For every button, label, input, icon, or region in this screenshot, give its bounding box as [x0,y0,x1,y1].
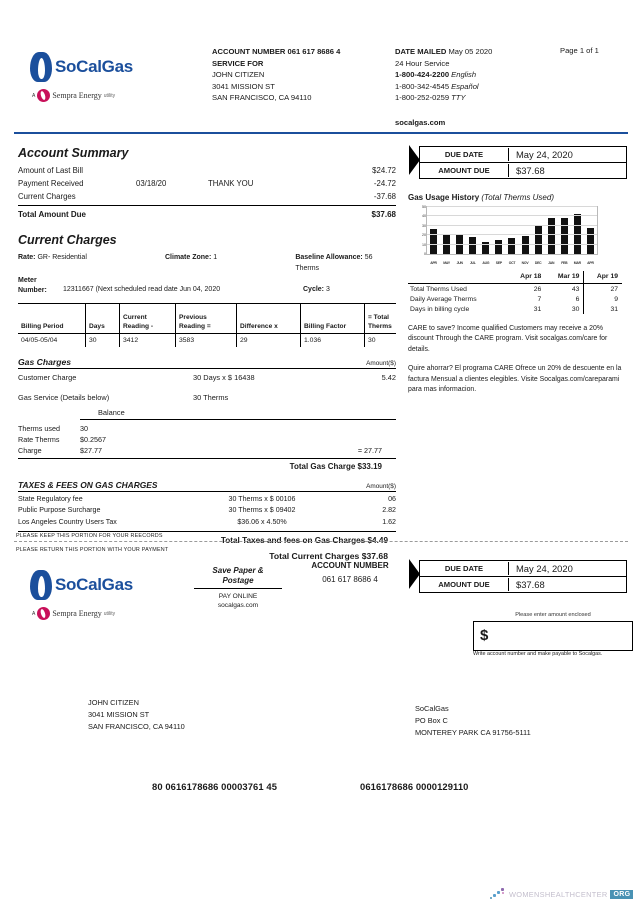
cycle-label: Cycle: [303,286,325,293]
gas-charges-section [18,357,396,471]
sempra-mark-icon [37,89,50,102]
tear-line [14,541,628,542]
summary-label: Payment Received [18,179,84,188]
climate-zone-value: 1 [213,254,218,261]
usage-history-table [408,271,622,314]
col-billing-factor: Billing Factor [301,304,365,334]
chart-bar [561,218,568,254]
right-column [408,146,628,404]
stub-amount-due-row [420,577,626,592]
cell-difference: 29 [237,334,301,348]
chart-gridline [427,206,597,207]
sempra-utility-label: utility [103,92,116,99]
stub-due-date-row [420,561,626,577]
rate-value: GR- Residential [37,254,87,261]
website-link[interactable]: socalgas.com [395,118,446,127]
tax-amount: 2.82 [382,506,396,515]
chart-bars [430,207,594,254]
chart-bar [548,218,555,254]
taxes-title: TAXES & FEES ON GAS CHARGES [18,480,158,490]
summary-label: Current Charges [18,192,76,201]
usage-cell: 31 [533,305,542,313]
chart-x-label: APR [587,261,594,265]
taxes-amount-header: Amount($) [366,483,396,490]
usage-row-daily-average [408,294,622,304]
tax-calc: 30 Therms x $ 00106 [228,495,296,503]
phone-english[interactable]: 1-800-424-2200 [395,70,450,80]
account-service-block [212,46,372,104]
stub-account-block [298,561,402,584]
cell-previous-reading: 3583 [176,334,237,348]
detail-row-therms-used [18,423,396,434]
sempra-prefix: A [32,610,36,617]
tax-desc: Los Angeles Country Users Tax [18,517,117,526]
cycle-value: 3 [325,286,330,293]
detail-row-charge [18,445,396,456]
summary-row-current [18,190,396,203]
summary-divider [18,205,396,206]
cell-billing-factor: 1.036 [301,334,365,348]
chart-y-tick: 10 [422,242,426,247]
summary-date [136,164,208,177]
gas-total-divider [18,458,396,459]
col-billing-period: Billing Period [18,304,86,334]
due-date-row [420,147,626,163]
baseline-allowance-value: 56 Therms [295,254,373,272]
detail-value: $27.77 [80,446,102,455]
meter-label-line2: Number: [18,287,47,294]
meter-label-line1: Meter [18,277,37,284]
summary-date: 03/18/20 [136,179,167,188]
payable-note: Write account number and make payable to Socalgas. [473,651,603,657]
usage-row-label: Days in billing cycle [410,305,470,313]
usage-cell: 30 [571,305,580,313]
summary-date [136,190,208,203]
chart-x-label: JUN [456,261,463,265]
keep-portion-note: PLEASE KEEP THIS PORTION FOR YOUR REECORDS [16,533,163,539]
tax-calc: 30 Therms x $ 09402 [228,506,296,515]
cell-billing-period: 04/05-05/04 [21,337,58,344]
flame-icon [30,570,52,600]
total-current-charges: Total Current Charges $37.68 [269,551,388,562]
watermark [490,888,633,900]
payto-box: PO Box C [415,716,448,725]
summary-amount: $24.72 [372,166,396,175]
customer-charge-calc: 30 Days x $ 16438 [193,373,255,382]
save-paper-line2: Postage [222,576,254,585]
left-column [18,146,396,561]
chart-x-label: OCT [508,261,516,265]
enter-amount-note: Please enter amount enclosed [515,612,591,618]
table-header-row [18,304,396,334]
chart-x-label: JUL [469,261,476,265]
chart-x-label: MAY [443,261,450,265]
usage-cell: 27 [584,284,622,295]
detail-extra: = 27.77 [357,446,382,455]
tax-desc: Public Purpose Surcharge [18,506,101,515]
save-paper-divider [194,588,282,589]
socalgas-logo [30,52,180,102]
chart-gridline [427,234,597,235]
chart-y-tick: 40 [422,214,426,219]
usage-row-label: Total Therms Used [410,285,467,293]
payto-name: SoCalGas [415,704,449,713]
chart-gridline [427,215,597,216]
usage-cell: 31 [584,304,622,314]
tax-row-state-regulatory [18,492,396,505]
chart-x-label: MAR [573,261,581,265]
summary-note [208,164,336,177]
summary-note: THANK YOU [208,179,254,188]
stub-due-date-label: DUE DATE [420,562,509,575]
due-date-value: May 24, 2020 [516,149,573,160]
chart-gridline [427,244,597,245]
taxes-header [18,480,396,492]
usage-cell: 9 [584,294,622,304]
usage-cell: 43 [571,285,580,293]
current-charges-title: Current Charges [18,233,117,247]
tax-amount: 1.62 [382,517,396,526]
save-paper-block [190,566,286,610]
dollar-sign-icon: $ [480,627,489,644]
gas-service-calc: 30 Therms [193,393,229,402]
customer-street: 3041 MISSION ST [212,81,275,91]
detail-row-rate-therms [18,434,396,445]
phone-english-lang: English [451,70,477,80]
climate-zone-label: Climate Zone: [165,254,212,261]
amount-due-row [420,163,626,178]
phone-spanish[interactable]: 1-800-342-4545 [395,81,450,91]
stub-amount-due-value: $37.68 [516,579,545,590]
chart-title-main: Gas Usage History [408,193,480,202]
barcode-number-right: 0616178686 0000129110 [360,781,469,792]
service-for-label: SERVICE FOR [212,58,264,68]
phone-tty-lang: TTY [451,93,466,103]
rate-label: Rate: [18,254,36,261]
care-program-block [408,324,628,395]
chart-x-label: FEB [561,261,568,265]
total-taxes-fees: Total Taxes and fees on Gas Charges $4.49 [220,536,388,546]
detail-key: Charge [18,446,42,455]
col-difference: Difference x [237,304,301,334]
due-date-label: DUE DATE [420,148,509,161]
summary-label: Amount of Last Bill [18,166,84,175]
customer-charge-label: Customer Charge [18,373,77,382]
usage-col-blank [408,271,508,284]
contact-block [395,46,575,104]
save-paper-line1: Save Paper & [212,566,264,575]
col-current-reading: Current Reading - [120,304,176,334]
gas-service-label: Gas Service (Details below) [18,393,110,402]
usage-cell: 6 [575,295,580,303]
remit-customer-address [88,697,185,733]
amount-due-value: $37.68 [516,165,545,176]
flame-icon [30,52,52,82]
detail-key: Therms used [18,424,60,433]
total-gas-charge: Total Gas Charge $33.19 [289,462,382,471]
total-amount-due-label: Total Amount Due [18,210,86,219]
sempra-prefix: A [32,92,36,99]
customer-charge-row [18,369,396,384]
usage-col-apr19: Apr 19 [584,271,622,284]
summary-row-last-bill [18,164,396,177]
sempra-energy-logo [32,607,133,620]
sempra-label: Sempra Energy [52,609,102,618]
care-text-english: CARE to save? Income qualified Customers may receive a 20% discount Through the CARE program. Visit socalgas.com/care for details. [408,325,608,353]
usage-table-header-row [408,271,622,284]
stub-due-date-box [419,560,627,593]
detail-extra [200,423,396,434]
chart-x-label: JAN [548,261,555,265]
chart-bar [469,237,476,254]
billing-period-table [18,303,396,347]
summary-total-row [18,208,396,221]
chart-x-label: APR [430,261,437,265]
service-hours: 24 Hour Service [395,58,450,68]
cell-total-therms: 30 [365,334,397,348]
table-row [18,334,396,348]
gas-charges-title: Gas Charges [18,357,72,367]
usage-row-days-cycle [408,304,622,314]
sempra-energy-logo [32,89,180,102]
chart-bar [430,229,437,254]
chart-title [408,193,628,202]
stub-due-date-value: May 24, 2020 [516,563,573,574]
summary-amount: -37.68 [373,192,396,201]
page-indicator: Page 1 of 1 [560,46,599,55]
due-date-box [419,146,627,179]
summary-note [208,190,336,203]
chart-x-labels [429,261,595,265]
usage-cell: 26 [533,285,542,293]
stub-socalgas-logo [30,570,133,620]
barcode-number-left: 80 0616178686 00003761 45 [152,781,278,792]
customer-charge-amount: 5.42 [381,373,396,382]
tax-row-public-purpose [18,505,396,516]
tax-row-la-users-tax [18,517,396,528]
chart-gridline [427,225,597,226]
payto-city: MONTEREY PARK CA 91756-5111 [415,728,531,737]
watermark-dots-icon [490,888,506,900]
tax-calc: $36.06 x 4.50% [237,517,287,526]
col-total-therms: = Total Therms [365,304,397,334]
detail-value: 30 [80,424,88,433]
chart-x-label: DEC [534,261,542,265]
chart-bar [508,238,515,254]
chart-bar [535,225,542,254]
chart-bar [495,240,502,254]
meter-number-value: 12311667 (Next scheduled read date Jun 04, 2020 [63,286,221,293]
customer-name: JOHN CITIZEN [212,70,265,80]
chart-x-label: SEP [495,261,502,265]
payto-address [415,703,531,739]
summary-amount: -24.72 [373,179,396,188]
cell-current-reading: 3412 [120,334,176,348]
remit-name: JOHN CITIZEN [88,698,139,707]
gas-service-row [18,384,396,404]
gas-charges-amount-header: Amount($) [366,360,396,367]
chart-y-axis [414,205,426,257]
stub-account-label: ACCOUNT NUMBER [311,561,389,570]
meter-meta-row [18,276,396,296]
account-summary-title: Account Summary [18,146,129,160]
baseline-allowance-label: Baseline Allowance: [295,254,363,261]
chart-x-label: AUG [482,261,490,265]
chart-x-label: NOV [521,261,529,265]
col-days: Days [86,304,120,334]
chart-bar [587,228,594,254]
chart-y-tick: 20 [422,233,426,238]
watermark-text: WOMENSHEALTHCENTER [509,889,608,899]
chart-y-tick: 50 [422,205,426,209]
balance-label: Balance [98,408,125,417]
phone-spanish-lang: Español [451,81,479,91]
date-mailed-value: May 05 2020 [448,47,493,56]
logo-wordmark: SoCalGas [55,575,133,594]
detail-value: $0.2567 [80,435,106,444]
stub-amount-due-label: AMOUNT DUE [420,578,509,591]
pay-online-site[interactable]: socalgas.com [217,602,259,609]
arrow-marker-icon [409,145,420,175]
amount-enclosed-input[interactable] [473,621,633,651]
arrow-marker-icon [409,559,420,589]
return-portion-note: PLEASE RETURN THIS PORTION WITH YOUR PAYMENT [16,547,169,553]
logo-wordmark: SoCalGas [55,57,133,76]
sempra-label: Sempra Energy [52,91,102,100]
tax-amount: 06 [388,495,396,503]
watermark-badge: ORG [610,890,633,899]
chart-y-tick: 0 [424,252,426,256]
detail-extra [200,434,396,445]
usage-row-label: Daily Average Therms [410,295,477,303]
remit-city: SAN FRANCISCO, CA 94110 [88,722,185,731]
usage-col-mar19: Mar 19 [545,271,584,284]
chart-title-sub: (Total Therms Used) [481,193,554,202]
chart-bar [522,236,529,254]
usage-row-total-therms [408,284,622,295]
customer-city: SAN FRANCISCO, CA 94110 [212,93,312,103]
summary-row-payment [18,177,396,190]
col-previous-reading: Previous Reading = [176,304,237,334]
sempra-mark-icon [37,607,50,620]
tax-desc: State Regulatory fee [18,495,83,503]
account-number-line: ACCOUNT NUMBER 061 617 8686 4 [212,47,341,56]
bill-header [0,38,642,130]
header-divider [14,132,628,134]
usage-cell: 7 [537,295,542,303]
total-amount-due-value: $37.68 [371,210,396,219]
stub-account-value: 061 617 8686 4 [322,575,378,584]
rate-meta-row [18,252,396,274]
balance-divider [80,419,396,420]
remit-street: 3041 MISSION ST [88,710,150,719]
cell-days: 30 [86,334,120,348]
gas-detail-table [18,423,396,456]
phone-tty[interactable]: 1-800-252-0259 [395,93,450,103]
amount-due-label: AMOUNT DUE [420,164,509,177]
care-text-spanish: Quire ahorrar? El programa CARE Ofrece un 20% de descuente en la factura Mensual a clientes elegibles. Visite Socalgas.com/careparami para mas informacion. [408,365,622,394]
sempra-utility-label: utility [103,610,116,617]
pay-online-label: PAY ONLINE [218,593,258,600]
detail-key: Rate Therms [18,435,60,444]
gas-usage-chart [422,205,598,256]
date-mailed-label: DATE MAILED [395,47,447,56]
usage-col-apr18: Apr 18 [508,271,545,284]
gas-charges-header [18,357,396,369]
chart-y-tick: 30 [422,223,426,228]
